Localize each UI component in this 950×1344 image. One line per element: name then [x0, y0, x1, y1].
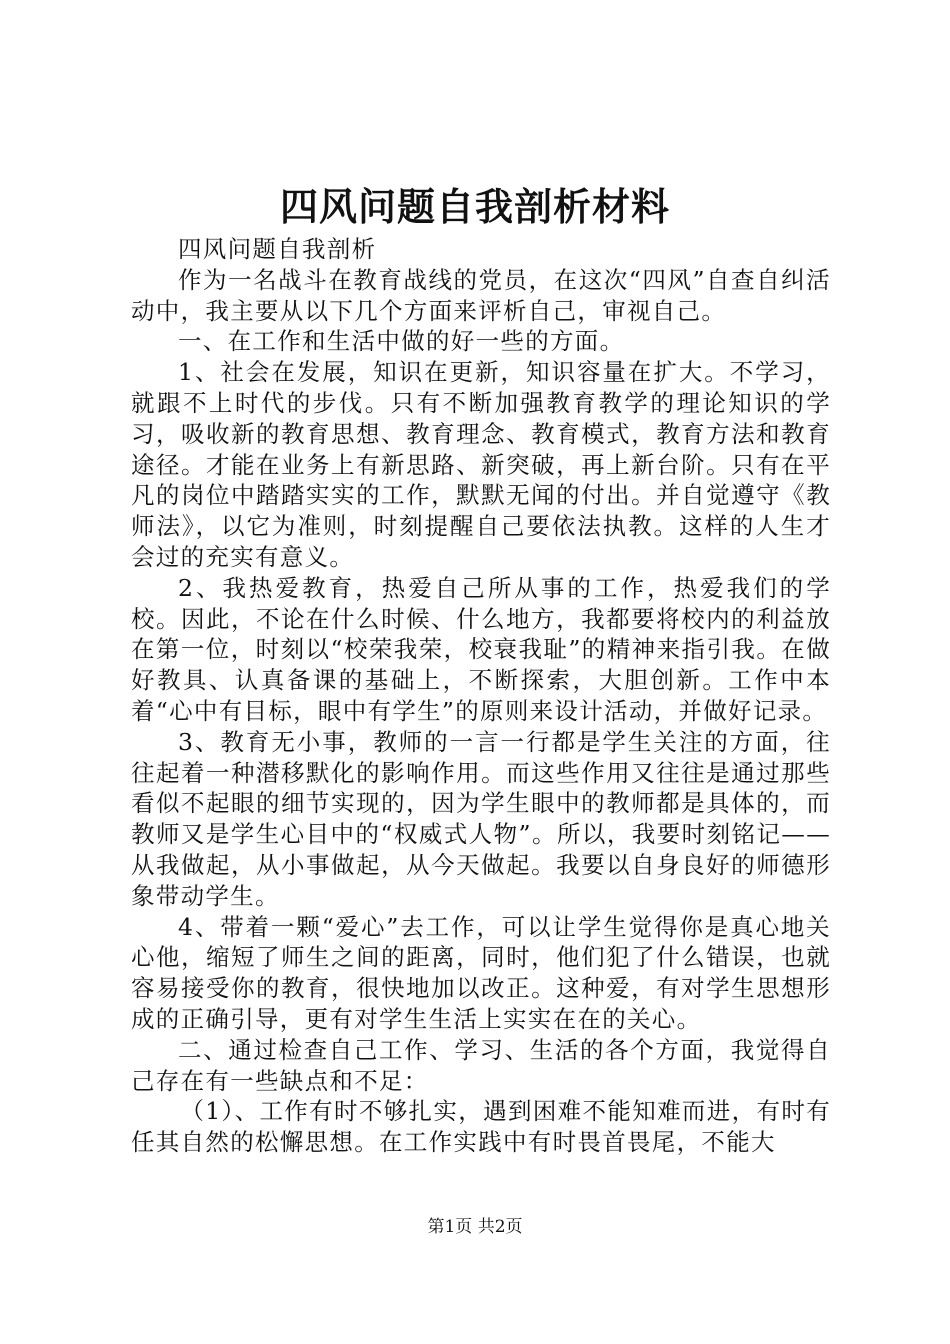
paragraph-item-3: 3、教育无小事，教师的一言一行都是学生关注的方面，往往起着一种潜移默化的影响作用。而这些作用又往往是通过那些看似不起眼的细节实现的，因为学生眼中的教师都是具体的，而教师又是学生心目中的“权威式人物”。所以，我要时刻铭记——从我做起，从小事做起，从今天做起。我要以自身良好的师德形象带动学生。 [131, 727, 831, 910]
section-heading-2: 二、通过检查自己工作、学习、生活的各个方面，我觉得自己存在有一些缺点和不足： [131, 1035, 831, 1095]
page-footer: 第1页 共2页 [427, 1217, 523, 1237]
paragraph-sub-item-1: （1）、工作有时不够扎实，遇到困难不能知难而进，有时有任其自然的松懈思想。在工作实践中有时畏首畏尾，不能大 [131, 1097, 831, 1157]
document-body [131, 234, 831, 1158]
paragraph-item-4: 4、带着一颗“爱心”去工作，可以让学生觉得你是真心地关心他，缩短了师生之间的距离，同时，他们犯了什么错误，也就容易接受你的教育，很快地加以改正。这种爱，有对学生思想形成的正确引导，更有对学生生活上实实在在的关心。 [131, 912, 831, 1033]
paragraph-intro: 作为一名战斗在教育战线的党员，在这次“四风”自查自纠活动中，我主要从以下几个方面来评析自己，审视自己。 [131, 265, 831, 325]
paragraph-item-2: 2、我热爱教育，热爱自己所从事的工作，热爱我们的学校。因此，不论在什么时候、什么地方，我都要将校内的利益放在第一位，时刻以“校荣我荣，校衰我耻”的精神来指引我。在做好教具、认真备课的基础上，不断探索，大胆创新。工作中本着“心中有目标，眼中有学生”的原则来设计活动，并做好记录。 [131, 573, 831, 725]
paragraph-item-1: 1、社会在发展，知识在更新，知识容量在扩大。不学习，就跟不上时代的步伐。只有不断加强教育教学的理论知识的学习，吸收新的教育思想、教育理念、教育模式，教育方法和教育途径。才能在业务上有新思路、新突破，再上新台阶。只有在平凡的岗位中踏踏实实的工作，默默无闻的付出。并自觉遵守《教师法》，以它为准则，时刻提醒自己要依法执教。这样的人生才会过的充实有意义。 [131, 358, 831, 571]
document-title: 四风问题自我剖析材料 [279, 184, 670, 229]
section-heading-1: 一、在工作和生活中做的好一些的方面。 [178, 327, 625, 356]
paragraph-heading: 四风问题自我剖析 [178, 235, 377, 263]
